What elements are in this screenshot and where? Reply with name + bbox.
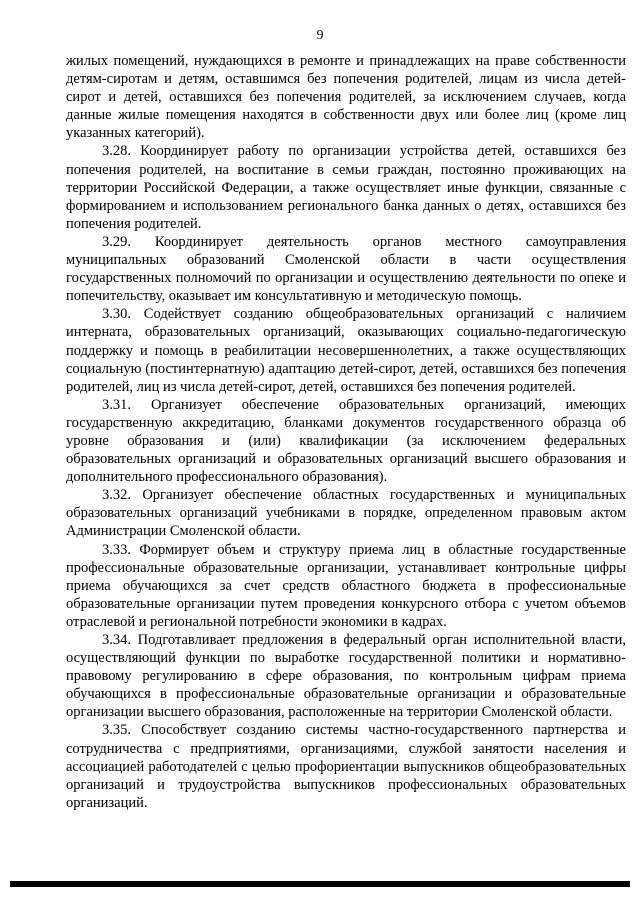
paragraph-3-35: 3.35. Способствует созданию системы частно-государственного партнерства и сотрудничества с предприятиями, организациями, службой занятости населения и ассоциацией работодателей с целью профориентации выпускников общеобразовательных организаций и трудоустройства выпускников профессиональных образовательных организаций. — [66, 722, 626, 811]
page-bottom-rule — [10, 881, 630, 887]
page-number: 9 — [316, 28, 324, 43]
paragraph-3-31: 3.31. Организует обеспечение образовательных организаций, имеющих государственную аккредитацию, бланками документов государственного образца об уровне образования и (или) квалификации (за исключением федеральных образовательных организаций и образовательных организаций высшего образования и дополнительного профессионального образования). — [66, 396, 626, 486]
paragraph-3-29: 3.29. Координирует деятельность органов местного самоуправления муниципальных образований Смоленской области в части осуществления государственных полномочий по организации и осуществлению деятельности по опеке и попечительству, оказывает им консультативную и методическую помощь. — [66, 233, 626, 305]
paragraph-3-34: 3.34. Подготавливает предложения в федеральный орган исполнительной власти, осуществляющий функции по выработке государственной политики и нормативно-правовому регулированию в сфере образования, по контрольным цифрам приема обучающихся в профессиональные образовательные организации и образовательные организации высшего образования, расположенные на территории Смоленской области. — [66, 632, 626, 721]
paragraph-continuation: жилых помещений, нуждающихся в ремонте и принадлежащих на праве собственности детям-сиротам и детям, оставшимся без попечения родителей, лицам из числа детей-сирот и детей, оставшихся без попечения родителей, за исключением случаев, когда данные жилые помещения находятся в собственности двух или более лиц (кроме лиц указанных категорий). — [66, 53, 626, 142]
paragraph-3-33: 3.33. Формирует объем и структуру приема лиц в областные государственные профессиональные образовательные организации, устанавливает контрольные цифры приема обучающихся за счет средств областного бюджета в профессиональные образовательные организации путем проведения конкурсного отбора с учетом объемов отраслевой и региональной потребности экономики в кадрах. — [66, 541, 626, 630]
paragraph-3-28: 3.28. Координирует работу по организации устройства детей, оставшихся без попечения родителей, на воспитание в семьи граждан, постоянно проживающих на территории Российской Федерации, а также осуществляет иные функции, связанные с формированием и использованием регионального банка данных о детях, оставшихся без попечения родителей. — [66, 143, 626, 232]
paragraph-3-32: 3.32. Организует обеспечение областных государственных и муниципальных образовательных организаций учебниками в порядке, определенном правовым актом Администрации Смоленской области. — [66, 487, 626, 540]
paragraph-3-30: 3.30. Содействует созданию общеобразовательных организаций с наличием интерната, образовательных организаций, оказывающих социально-педагогическую поддержку и помощь в реабилитации несовершеннолетних, а также осуществляющих социальную (постинтернатную) адаптацию детей-сирот, детей, оставшихся без попечения родителей, лиц из числа детей-сирот, детей, оставшихся без попечения родителей. — [66, 306, 626, 395]
document-body — [66, 52, 626, 812]
